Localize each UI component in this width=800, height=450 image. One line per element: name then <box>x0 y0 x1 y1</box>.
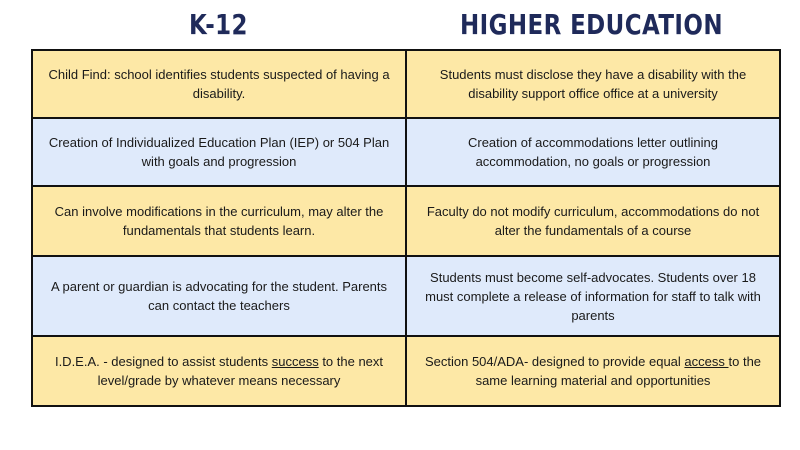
higher-ed-cell: Students must disclose they have a disability with the disability support office office at a university <box>406 50 780 118</box>
cell-text: Section 504/ADA- designed to provide equal <box>424 354 685 369</box>
table-row <box>32 186 780 256</box>
cell-text: I.D.E.A. - designed to assist students <box>54 354 272 369</box>
underlined-word: access <box>684 354 729 369</box>
k12-cell: Can involve modifications in the curriculum, may alter the fundamentals that students learn. <box>32 186 406 256</box>
higher-ed-cell: Creation of accommodations letter outlining accommodation, no goals or progression <box>406 118 780 186</box>
comparison-table <box>31 49 781 407</box>
table-row <box>32 50 780 118</box>
k12-cell: A parent or guardian is advocating for the student. Parents can contact the teachers <box>32 256 406 336</box>
higher-ed-cell <box>406 336 780 406</box>
cell-text: to the next level/grade by whatever means necessary <box>97 354 384 388</box>
cell-text: to the same learning material and opportunities <box>475 354 762 388</box>
table-row <box>32 336 780 406</box>
k12-cell: Creation of Individualized Education Plan (IEP) or 504 Plan with goals and progression <box>32 118 406 186</box>
higher-ed-cell: Students must become self-advocates. Students over 18 must complete a release of information for staff to talk with parents <box>406 256 780 336</box>
k12-cell <box>32 336 406 406</box>
higher-ed-cell: Faculty do not modify curriculum, accommodations do not alter the fundamentals of a course <box>406 186 780 256</box>
higher-education-heading: HIGHER EDUCATION <box>460 7 723 41</box>
k12-cell: Child Find: school identifies students suspected of having a disability. <box>32 50 406 118</box>
underlined-word: success <box>271 354 319 369</box>
table-row <box>32 118 780 186</box>
table-row <box>32 256 780 336</box>
k12-heading: K-12 <box>189 7 248 41</box>
